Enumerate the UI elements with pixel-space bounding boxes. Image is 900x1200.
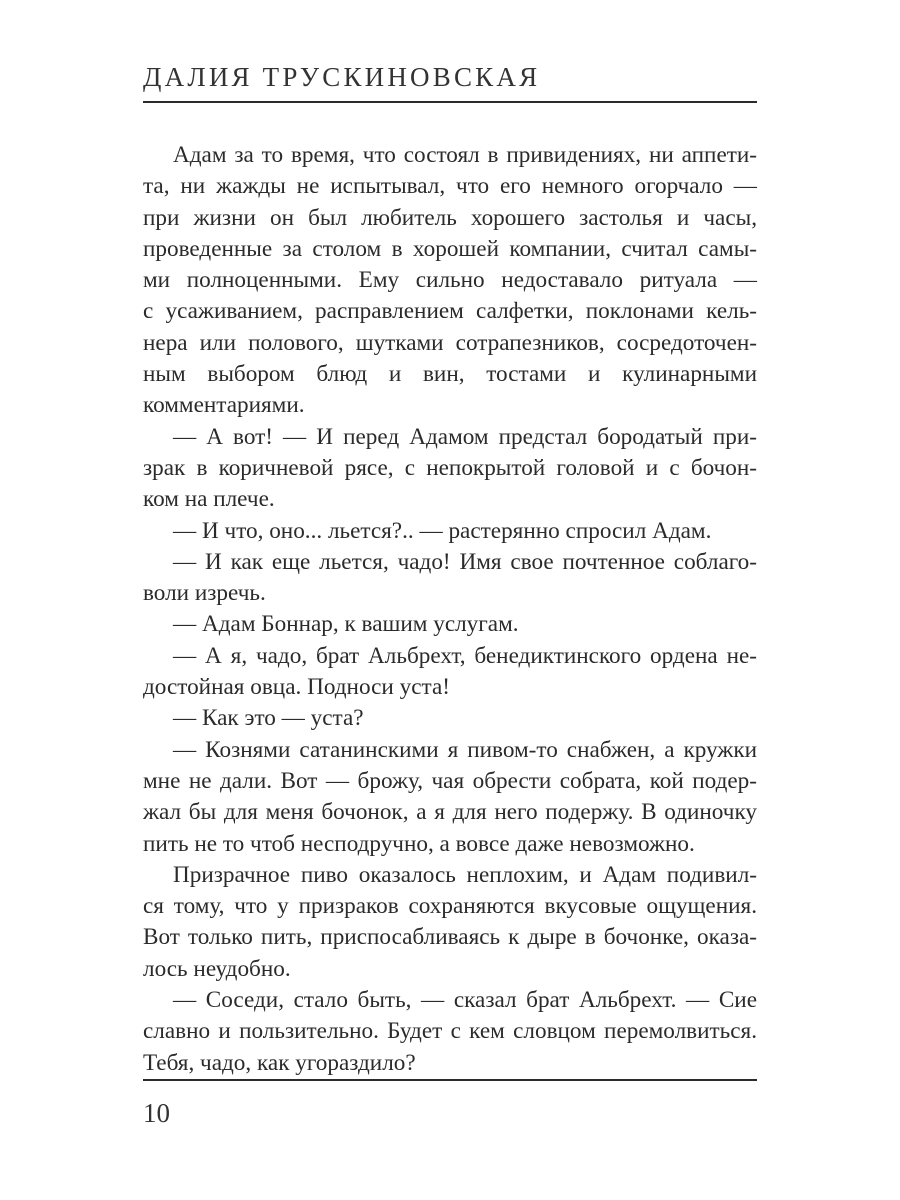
text-line: Вот только пить, приспосабливаясь к дыре в бочонке, оказа- — [143, 924, 757, 951]
text-line: — И как еще льется, чадо! Имя свое почтенное соблаго- — [173, 548, 757, 575]
text-line: Тебя, чадо, как угораздило? — [143, 1049, 416, 1076]
text-line: — А вот! — И перед Адамом предстал бородатый при- — [173, 423, 757, 450]
text-line: с усаживанием, расправлением салфетки, поклонами кель- — [143, 298, 757, 325]
text-line: нера или полового, шутками сотрапезников, сосредоточен- — [143, 329, 757, 356]
text-line: комментариями. — [143, 392, 305, 419]
text-line: славно и пользительно. Будет с кем словцом перемолвиться. — [143, 1018, 757, 1045]
text-line: Адам за то время, что состоял в привидениях, ни аппети- — [173, 142, 757, 168]
text-line: жал бы для меня бочонок, а я для него подержу. В одиночку — [143, 799, 757, 826]
text-line: зрак в коричневой рясе, с непокрытой головой и с бочон- — [143, 454, 757, 481]
text-line: — Соседи, стало быть, — сказал брат Альбрехт. — Сие — [173, 987, 757, 1014]
page-number: 10 — [143, 1098, 170, 1128]
text-line: мне не дали. Вот — брожу, чая обрести собрата, кой подер- — [143, 767, 757, 794]
body-text — [143, 140, 757, 1079]
header-rule — [143, 101, 757, 103]
running-title: ДАЛИЯ ТРУСКИНОВСКАЯ — [143, 62, 541, 92]
text-line: ком на плече. — [143, 486, 275, 513]
text-line: при жизни он был любитель хорошего застолья и часы, — [143, 204, 757, 231]
text-line: — Кознями сатанинскими я пивом-то снабжен, а кружки — [173, 736, 757, 763]
text-line: воли изречь. — [143, 580, 266, 607]
text-line: ся тому, что у призраков сохраняются вкусовые ощущения. — [143, 893, 757, 920]
text-line: проведенные за столом в хорошей компании, считал самы- — [143, 235, 757, 262]
text-line: — Адам Боннар, к вашим услугам. — [173, 611, 519, 638]
text-line: ми полноценными. Ему сильно недоставало ритуала — — [143, 267, 757, 294]
text-line: достойная овца. Подноси уста! — [143, 674, 450, 701]
text-line: — И что, оно... льется?.. — растерянно спросил Адам. — [173, 517, 712, 544]
text-line: — А я, чадо, брат Альбрехт, бенедиктинского ордена не- — [173, 642, 757, 669]
footer-rule — [143, 1079, 757, 1081]
text-line: пить не то чтоб несподручно, а вовсе даже невозможно. — [143, 830, 695, 857]
text-line: та, ни жажды не испытывал, что его немного огорчало — — [143, 173, 757, 200]
text-line: — Как это — уста? — [173, 705, 364, 732]
text-line: ным выбором блюд и вин, тостами и кулинарными — [143, 361, 757, 388]
text-line: Призрачное пиво оказалось неплохим, и Адам подивил- — [173, 861, 757, 888]
text-line: лось неудобно. — [143, 955, 291, 982]
